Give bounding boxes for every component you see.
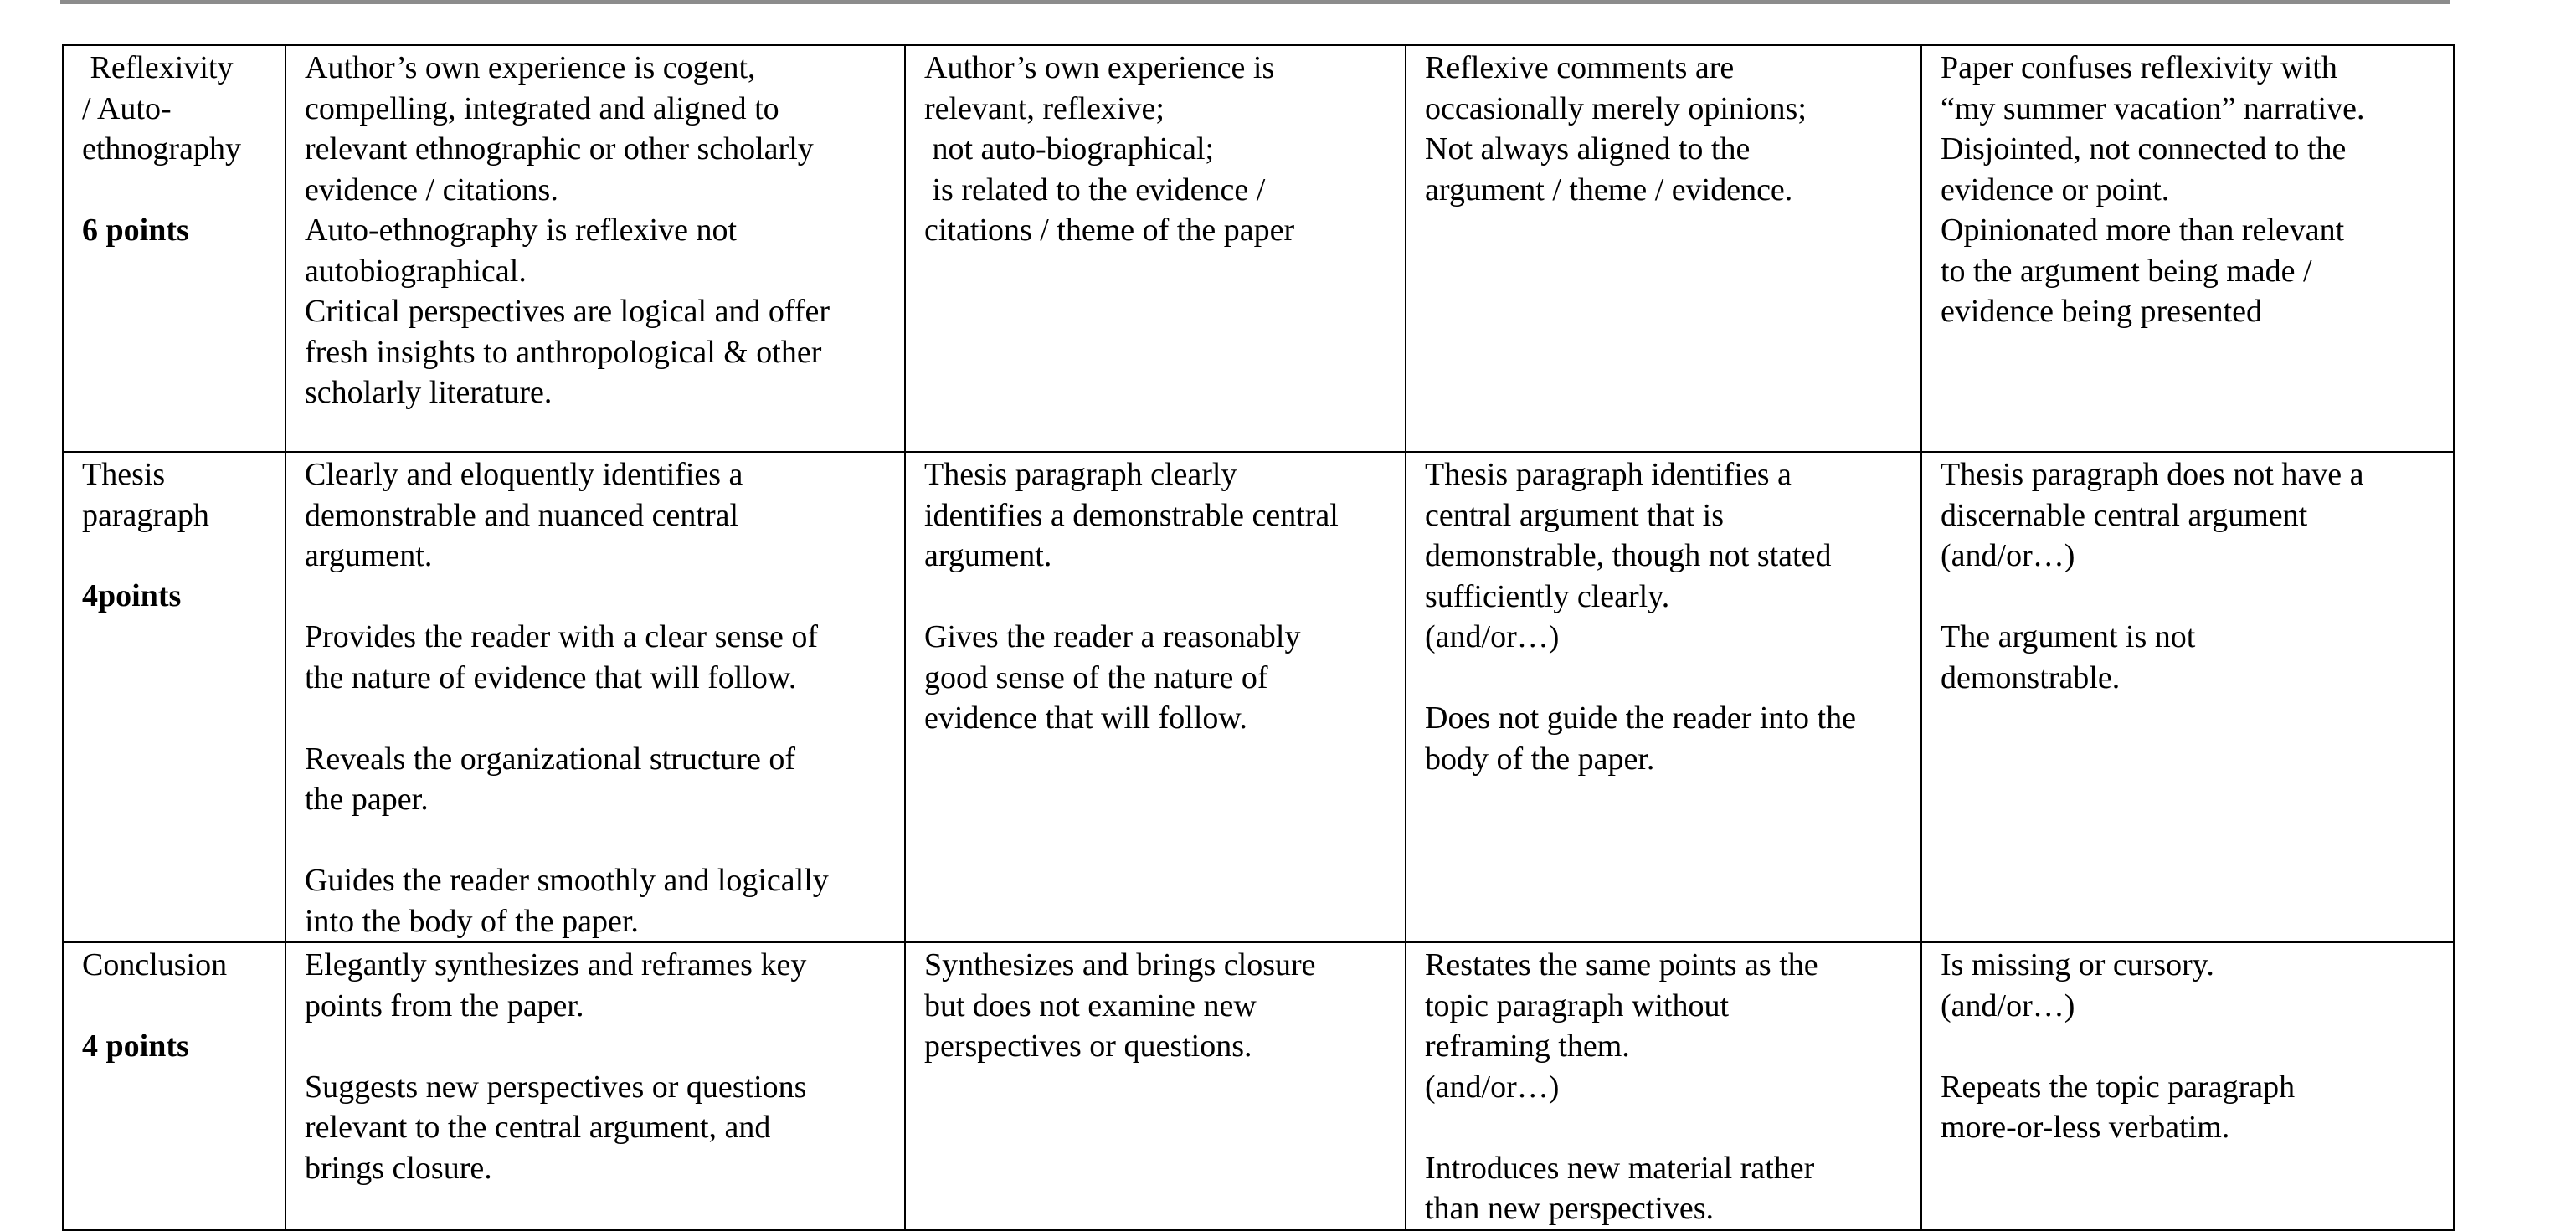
blank-line: [305, 577, 889, 618]
cell-text-line: the paper.: [305, 782, 429, 817]
criterion-name: [82, 48, 270, 170]
score-cell-poor: [1921, 45, 2454, 452]
cell-text-line: compelling, integrated and aligned to: [305, 90, 779, 126]
score-cell-excellent: [285, 942, 905, 1230]
cell-text-line: Clearly and eloquently identifies a: [305, 457, 743, 492]
criterion-points: 4 points: [82, 1028, 189, 1064]
cell-text-line: reframing them.: [1425, 1028, 1630, 1064]
cell-text-line: demonstrable and nuanced central: [305, 497, 739, 533]
criterion-name: [82, 945, 270, 986]
criterion-name-line: Conclusion: [82, 947, 228, 982]
criterion-name-line: paragraph: [82, 497, 209, 533]
cell-text-line: (and/or…): [1425, 1069, 1560, 1105]
cell-text-line: demonstrable, though not stated: [1425, 538, 1832, 573]
cell-text-line: Not always aligned to the: [1425, 131, 1751, 167]
cell-text-line: argument.: [305, 538, 433, 573]
rubric-table: [62, 44, 2455, 1231]
criterion-name-line: / Auto-: [82, 90, 172, 126]
cell-text-line: Author’s own experience is: [924, 50, 1275, 85]
cell-text-line: Restates the same points as the: [1425, 947, 1818, 982]
criterion-name-line: Reflexivity: [82, 50, 234, 85]
cell-text-line: Suggests new perspectives or questions: [305, 1069, 807, 1105]
cell-text-line: Guides the reader smoothly and logically: [305, 863, 829, 898]
rubric-row-conclusion: [63, 942, 2454, 1230]
criterion-cell: [63, 942, 285, 1230]
cell-text-line: “my summer vacation” narrative.: [1941, 90, 2365, 126]
cell-text-line: not auto-biographical;: [924, 131, 1215, 167]
cell-text-line: good sense of the nature of: [924, 659, 1268, 695]
cell-text-line: Elegantly synthesizes and reframes key: [305, 947, 807, 982]
criterion-cell: [63, 45, 285, 452]
criterion-name-line: Thesis: [82, 457, 166, 492]
rubric-row-thesis: [63, 452, 2454, 942]
blank-line: [924, 577, 1390, 618]
top-rule: [60, 0, 2450, 4]
blank-line: [305, 820, 889, 861]
score-cell-fair: [1406, 942, 1921, 1230]
cell-text-line: Reveals the organizational structure of: [305, 741, 795, 777]
cell-text-line: into the body of the paper.: [305, 903, 639, 939]
score-cell-good: [905, 452, 1406, 942]
cell-text-line: Thesis paragraph does not have a: [1941, 457, 2364, 492]
cell-text-line: Thesis paragraph identifies a: [1425, 457, 1792, 492]
blank-line: [1425, 658, 1905, 699]
cell-text-line: citations / theme of the paper: [924, 213, 1295, 248]
cell-text-line: Repeats the topic paragraph: [1941, 1069, 2296, 1105]
cell-text-line: Does not guide the reader into the: [1425, 700, 1856, 736]
cell-text-line: is related to the evidence /: [924, 172, 1266, 208]
criterion-name: [82, 454, 270, 536]
cell-text-line: Author’s own experience is cogent,: [305, 50, 756, 85]
score-cell-fair: [1406, 45, 1921, 452]
cell-text-line: scholarly literature.: [305, 375, 553, 410]
cell-text-line: Is missing or cursory.: [1941, 947, 2214, 982]
cell-text-line: (and/or…): [1941, 987, 2075, 1023]
cell-text-line: evidence / citations.: [305, 172, 558, 208]
score-cell-poor: [1921, 452, 2454, 942]
blank-line: [1941, 1026, 2438, 1067]
blank-line: [305, 698, 889, 739]
cell-text-line: Opinionated more than relevant: [1941, 213, 2345, 248]
cell-text-line: argument / theme / evidence.: [1425, 172, 1793, 208]
blank-line: [305, 1026, 889, 1067]
cell-text-line: evidence being presented: [1941, 294, 2263, 329]
cell-text-line: body of the paper.: [1425, 741, 1655, 777]
criterion-cell: [63, 452, 285, 942]
cell-text-line: points from the paper.: [305, 987, 584, 1023]
cell-text-line: argument.: [924, 538, 1052, 573]
cell-text-line: relevant, reflexive;: [924, 90, 1165, 126]
cell-text-line: topic paragraph without: [1425, 987, 1730, 1023]
cell-text-line: sufficiently clearly.: [1425, 578, 1670, 614]
cell-text-line: (and/or…): [1425, 619, 1560, 654]
cell-text-line: (and/or…): [1941, 538, 2075, 573]
cell-text-line: perspectives or questions.: [924, 1028, 1252, 1064]
cell-text-line: autobiographical.: [305, 253, 527, 289]
cell-text-line: Introduces new material rather: [1425, 1150, 1815, 1186]
cell-text-line: fresh insights to anthropological & other: [305, 334, 822, 370]
criterion-points: 4points: [82, 578, 182, 613]
criterion-name-line: ethnography: [82, 131, 241, 167]
rubric-row-reflexivity: [63, 45, 2454, 452]
cell-text-line: relevant to the central argument, and: [305, 1110, 771, 1145]
cell-text-line: Thesis paragraph clearly: [924, 457, 1237, 492]
cell-text-line: The argument is not: [1941, 619, 2196, 654]
cell-text-line: brings closure.: [305, 1150, 492, 1186]
cell-text-line: but does not examine new: [924, 987, 1257, 1023]
score-cell-poor: [1921, 942, 2454, 1230]
cell-text-line: Paper confuses reflexivity with: [1941, 50, 2337, 85]
cell-text-line: evidence or point.: [1941, 172, 2170, 208]
cell-text-line: relevant ethnographic or other scholarly: [305, 131, 814, 167]
cell-text-line: central argument that is: [1425, 497, 1725, 533]
score-cell-excellent: [285, 452, 905, 942]
cell-text-line: Gives the reader a reasonably: [924, 619, 1301, 654]
criterion-points: 6 points: [82, 212, 189, 248]
score-cell-excellent: [285, 45, 905, 452]
cell-text-line: Synthesizes and brings closure: [924, 947, 1316, 982]
cell-text-line: Disjointed, not connected to the: [1941, 131, 2347, 167]
blank-line: [1941, 577, 2438, 618]
cell-text-line: evidence that will follow.: [924, 700, 1247, 736]
cell-text-line: than new perspectives.: [1425, 1191, 1715, 1226]
cell-text-line: the nature of evidence that will follow.: [305, 659, 797, 695]
cell-text-line: more-or-less verbatim.: [1941, 1110, 2230, 1145]
cell-text-line: occasionally merely opinions;: [1425, 90, 1807, 126]
blank-line: [1425, 1107, 1905, 1148]
score-cell-good: [905, 942, 1406, 1230]
cell-text-line: discernable central argument: [1941, 497, 2308, 533]
cell-text-line: Critical perspectives are logical and offer: [305, 294, 830, 329]
cell-text-line: identifies a demonstrable central: [924, 497, 1339, 533]
score-cell-fair: [1406, 452, 1921, 942]
cell-text-line: Reflexive comments are: [1425, 50, 1735, 85]
cell-text-line: to the argument being made /: [1941, 253, 2312, 289]
cell-text-line: Provides the reader with a clear sense of: [305, 619, 819, 654]
score-cell-good: [905, 45, 1406, 452]
cell-text-line: Auto-ethnography is reflexive not: [305, 213, 738, 248]
cell-text-line: demonstrable.: [1941, 659, 2121, 695]
